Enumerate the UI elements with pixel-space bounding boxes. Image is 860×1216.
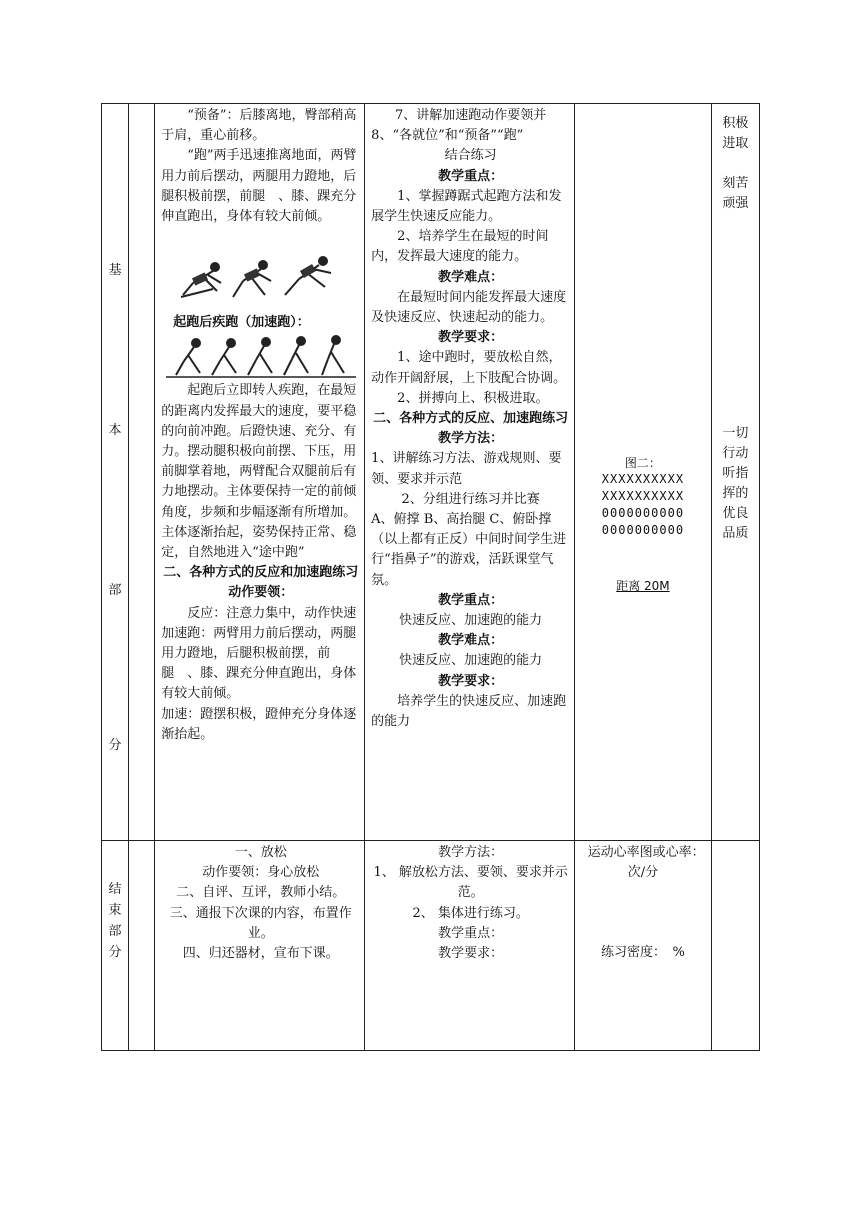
key-3: 快速反应、加速跑的能力: [399, 613, 543, 629]
end-line: 三、通报下次课的内容，布置作业。: [169, 905, 352, 941]
end-line: 四、归还器材，宣布下课。: [182, 946, 339, 962]
end-section-label: [102, 841, 129, 1051]
end-moral-cell: [711, 841, 759, 1051]
method-2: 2、分组进行练习并比赛: [401, 491, 540, 507]
requirement-2: 2、拼搏向上、积极进取。: [397, 390, 549, 406]
moral-text: 行动: [722, 446, 749, 461]
moral-text: 听指: [722, 466, 749, 481]
distance-label: 距离 20M: [616, 579, 670, 593]
label-char: 束: [108, 903, 122, 918]
end-stats-cell: [575, 841, 725, 1051]
key-heading: 教学重点：: [438, 168, 504, 184]
step-7: 7、讲解加速跑动作要领并: [395, 108, 547, 123]
end-method-cell: [365, 841, 575, 1051]
moral-text: 进取: [722, 136, 749, 151]
difficulty-1: 在最短时间内能发挥最大速度及快速反应、快速起动的能力。: [371, 289, 567, 326]
moral-text: 一切: [722, 426, 749, 441]
step-8-cont: 结合练习: [444, 148, 497, 164]
moral-education-cell: [711, 104, 759, 841]
main-section-label: [102, 104, 129, 841]
end-method-line: 教学方法：: [438, 845, 504, 860]
difficulty-heading-2: 教学难点：: [438, 633, 504, 649]
requirement-1: 1、途中跑时，要放松自然，动作开阔舒展，上下肢配合协调。: [371, 350, 567, 386]
end-content-cell: [155, 841, 365, 1051]
reaction-text: 反应：注意力集中，动作快速加速跑：两臂用力前后摆动，两腿用力蹬地，后腿积极前摆，前腿 、膝、踝充分伸直跑出，身体有较大前倾。: [161, 605, 357, 702]
end-method-line: 教学要求：: [438, 946, 504, 962]
accel-running-figure: [166, 333, 356, 381]
formation-row: 0000000000: [601, 506, 685, 520]
end-section-row: [102, 841, 760, 1051]
main-section-row: [102, 104, 760, 841]
formation-row: XXXXXXXXXX: [601, 472, 685, 486]
key-heading-2: 教学重点：: [438, 592, 504, 608]
formation-row: 0000000000: [601, 523, 685, 537]
moral-text: 积极: [722, 116, 749, 131]
label-char: 分: [108, 945, 122, 960]
requirement-3: 培养学生的快速反应、加速跑的能力: [371, 693, 567, 730]
teaching-method-cell: [365, 104, 575, 841]
action-essentials-cell: [155, 104, 365, 841]
accel-note: 加速：蹬摆积极，蹬伸充分身体逐渐抬起。: [161, 706, 357, 742]
empty-column: [129, 841, 155, 1051]
label-char: 部: [108, 583, 122, 598]
moral-text: [714, 154, 757, 174]
difficulty-heading: 教学难点：: [438, 269, 504, 285]
empty-column: [129, 104, 155, 841]
method-heading: 教学方法：: [438, 431, 504, 447]
section2-heading: 二、各种方式的反应和加速跑练习: [163, 565, 359, 581]
action-heading: 动作要领：: [228, 585, 294, 601]
figure-label: 图二：: [624, 456, 661, 470]
requirement-heading-2: 教学要求：: [438, 673, 504, 689]
label-char: 分: [108, 738, 122, 753]
formation-row: XXXXXXXXXX: [601, 489, 685, 503]
accel-heading: 起跑后疾跑（加速跑）：: [173, 315, 310, 331]
method-3: A、俯撑 B、高抬腿 C、俯卧撑（以上都有正反）中间时间学生进行“指鼻子”的游戏，活跃课堂气氛。: [371, 512, 567, 588]
difficulty-2: 快速反应、加速跑的能力: [399, 653, 543, 669]
label-char: 本: [108, 423, 122, 438]
moral-text: 优良: [722, 506, 749, 521]
label-char: 部: [108, 924, 122, 939]
end-method-line: 1、 解放松方法、要领、要求并示范。: [373, 865, 568, 901]
label-char: 结: [108, 882, 122, 897]
moral-text: 顽强: [722, 196, 749, 211]
end-line: 一、放松: [234, 845, 287, 860]
end-line: 动作要领：身心放松: [202, 865, 320, 881]
accel-text: 起跑后立即转人疾跑，在最短的距离内发挥最大的速度，要平稳的向前冲跑。后蹬快速、充分、有力。摆动腿积极向前摆、下压，用前脚掌着地，两臂配合双腿前后有力地摆动。主体要保持一定的前倾角度，步频和步幅逐渐有所增加。主体逐渐抬起，姿势保持正常、稳定，自然地进入“途中跑”: [161, 383, 357, 561]
key-2: 2、培养学生在最短的时间内，发挥最大速度的能力。: [371, 229, 549, 265]
requirement-heading: 教学要求：: [438, 330, 504, 346]
moral-text: 刻苦: [722, 176, 749, 191]
end-method-line: 2、 集体进行练习。: [412, 905, 529, 921]
lesson-plan-table: [101, 103, 760, 1051]
moral-text: 品质: [722, 526, 749, 541]
end-line: 二、自评、互评，教师小结。: [176, 885, 346, 901]
end-method-line: 教学重点：: [438, 925, 504, 941]
label-char: 基: [108, 263, 122, 278]
moral-text: 挥的: [722, 486, 749, 501]
heart-rate-text: 运动心率图或心率： 次/分: [587, 845, 725, 881]
step-8: 8、“各就位”和“预备”“跑”: [371, 128, 524, 144]
method-1: 1、讲解练习方法、游戏规则、要领、要求并示范: [371, 451, 562, 487]
density-text: 练习密度： %: [601, 945, 685, 961]
ready-text: “预备”：后膝离地，臀部稍高于肩，重心前移。: [161, 108, 357, 144]
key-1: 1、掌握蹲踞式起跑方法和发展学生快速反应能力。: [371, 188, 562, 225]
section2-heading: 二、各种方式的反应、加速跑练习: [373, 411, 569, 427]
start-running-figure: [173, 247, 348, 307]
run-text: “跑”两手迅速推离地面，两臂用力前后摆动，两腿用力蹬地，后腿积极前摆，前腿 、膝、踝充分伸直跑出，身体有较大前倾。: [161, 148, 357, 225]
organization-cell: [575, 104, 712, 841]
